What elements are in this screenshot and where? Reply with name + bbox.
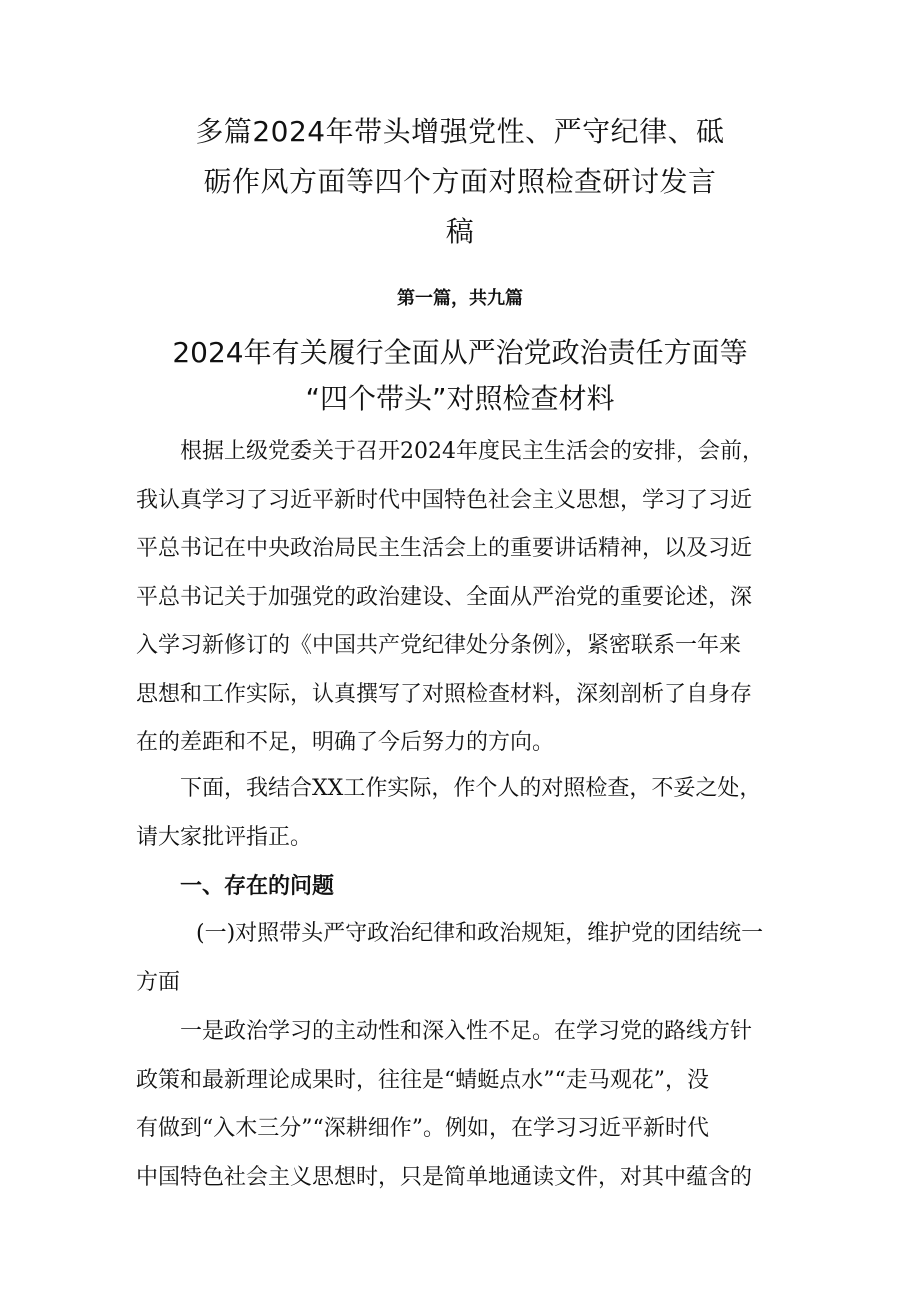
article-title-line: “四个带头”对照检查材料	[305, 382, 615, 415]
paragraph-line: (一)对照带头严守政治纪律和政治规矩，维护党的团结统一	[196, 921, 764, 946]
paragraph-line: 方面	[136, 969, 181, 995]
paragraph-line: 我认真学习了习近平新时代中国特色社会主义思想，学习了习近	[136, 487, 753, 513]
paragraph-line: 请大家批评指正。	[136, 824, 313, 850]
article-title	[100, 330, 820, 422]
paragraph-line: 平总书记在中央政治局民主生活会上的重要讲话精神，以及习近	[136, 536, 753, 561]
document-title-line: 砺作风方面等四个方面对照检查研讨发言	[203, 165, 717, 198]
paragraph-line: 下面，我结合XX工作实际，作个人的对照检查，不妥之处，	[180, 776, 762, 801]
opening-paragraph	[136, 765, 788, 862]
paragraph-line: 政策和最新理论成果时，往往是“蜻蜓点水”“走马观花”，没	[136, 1067, 709, 1093]
article-title-line: 2024年有关履行全面从严治党政治责任方面等	[172, 336, 748, 369]
intro-paragraph	[136, 428, 788, 768]
paragraph-line: 入学习新修订的《中国共产党纪律处分条例》，紧密联系一年来	[136, 633, 742, 658]
paragraph-line: 一是政治学习的主动性和深入性不足。在学习党的路线方针	[180, 1019, 753, 1044]
document-title-line: 稿	[445, 215, 475, 248]
section-heading: 一、存在的问题	[180, 873, 335, 899]
problem-paragraph	[136, 1008, 788, 1202]
paragraph-line: 思想和工作实际，认真撰写了对照检查材料，深刻剖析了自身存	[136, 681, 753, 707]
paragraph-line: 平总书记关于加强党的政治建设、全面从严治党的重要论述，深	[136, 584, 753, 610]
paragraph-line: 根据上级党委关于召开2024年度民主生活会的安排，会前，	[180, 439, 764, 464]
part-label: 第一篇，共九篇	[397, 288, 523, 309]
paragraph-line: 在的差距和不足，明确了今后努力的方向。	[136, 730, 555, 755]
document-title-line: 多篇2024年带头增强党性、严守纪律、砥	[195, 115, 725, 148]
document-title	[120, 107, 800, 257]
subsection-heading	[136, 910, 788, 1007]
paragraph-line: 中国特色社会主义思想时，只是简单地通读文件，对其中蕴含的	[136, 1164, 753, 1190]
paragraph-line: 有做到“入木三分”“深耕细作”。例如，在学习习近平新时代	[136, 1116, 709, 1141]
